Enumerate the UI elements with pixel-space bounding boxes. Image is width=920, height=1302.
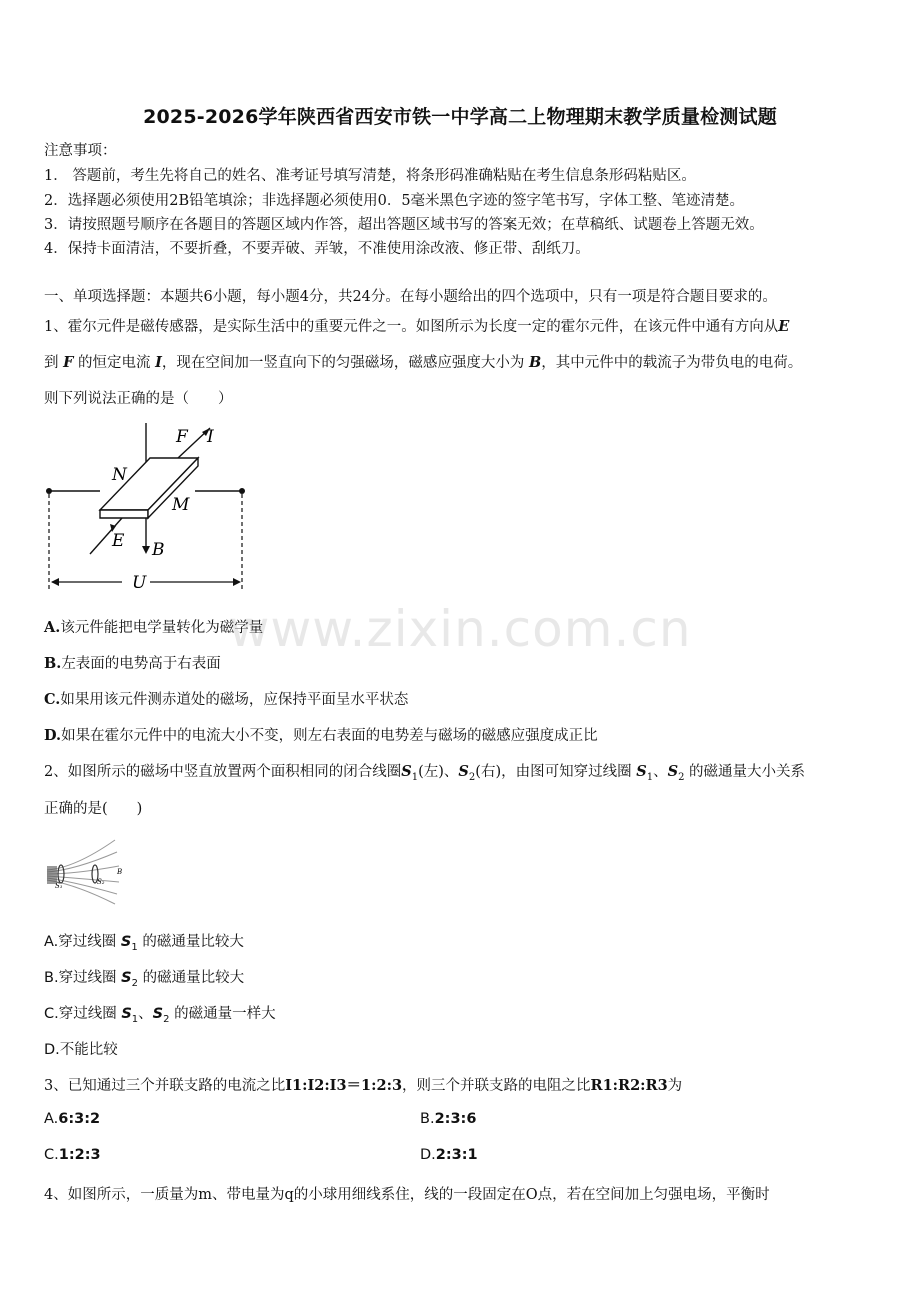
right-terminal: [239, 488, 245, 494]
q2-option-b[interactable]: B.穿过线圈 $S_2$ 的磁通量比较大: [44, 970, 245, 989]
label-b: B: [152, 540, 165, 560]
label-b: B: [117, 868, 123, 876]
u-arrow-left-icon: [51, 578, 59, 586]
q3-option-d[interactable]: D.2:3:1: [420, 1147, 478, 1163]
q1-stem-line-2: 到 F 的恒定电流 I，现在空间加一竖直向下的匀强磁场，磁感应强度大小为 B，其中元件中的载流子为带负电的电荷。: [44, 354, 803, 371]
q1-option-a[interactable]: A.该元件能把电学量转化为磁学量: [44, 619, 264, 636]
label-n: N: [112, 465, 127, 485]
notice-item-3: 3．请按照题号顺序在各题目的答题区域内作答，超出答题区域书写的答案无效；在草稿纸、试题卷上答题无效。: [44, 217, 764, 233]
q1-stem-line-1: 1、霍尔元件是磁传感器，是实际生活中的重要元件之一。如图所示为长度一定的霍尔元件，在该元件中通有方向从E: [44, 318, 790, 335]
notice-item-2: 2．选择题必须使用2B铅笔填涂；非选择题必须使用0．5毫米黑色字迹的签字笔书写，字体工整、笔迹清楚。: [44, 193, 745, 209]
notice-header: 注意事项：: [44, 143, 117, 159]
q1-option-b[interactable]: B.左表面的电势高于右表面: [44, 655, 221, 672]
q2-option-a[interactable]: A.穿过线圈 $S_1$ 的磁通量比较大: [44, 934, 244, 953]
q4-stem: 4、如图所示，一质量为m、带电量为q的小球用细线系住，线的一段固定在O点，若在空间加上匀强电场，平衡时: [44, 1187, 770, 1203]
q2-stem-line-2: 正确的是( ): [44, 801, 143, 817]
notice-item-4: 4．保持卡面清洁，不要折叠，不要弄破、弄皱，不准使用涂改液、修正带、刮纸刀。: [44, 241, 590, 257]
label-u: U: [132, 573, 147, 593]
watermark: www.zixin.com.cn: [228, 600, 692, 658]
label-s2: S₂: [97, 878, 105, 886]
u-arrow-right-icon: [233, 578, 241, 586]
q1-option-d[interactable]: D.如果在霍尔元件中的电流大小不变，则左右表面的电势差与磁场的磁感应强度成正比: [44, 727, 598, 744]
page-title: 2025-2026学年陕西省西安市铁一中学高二上物理期末教学质量检测试题: [143, 106, 777, 128]
label-i: I: [207, 427, 214, 447]
label-f: F: [176, 427, 188, 447]
q3-option-b[interactable]: B.2:3:6: [420, 1111, 477, 1127]
magnetic-flux-figure: [45, 832, 125, 907]
q2-option-c[interactable]: C.穿过线圈 $S_1$、$S_2$ 的磁通量一样大: [44, 1006, 276, 1025]
notice-item-1: 1． 答题前，考生先将自己的姓名、准考证号填写清楚，将条形码准确粘贴在考生信息条形码粘贴区。: [44, 168, 696, 184]
q3-stem: 3、已知通过三个并联支路的电流之比I1:I2:I3＝1:2:3，则三个并联支路的电阻之比R1:R2:R3为: [44, 1077, 683, 1094]
q1-option-c[interactable]: C.如果用该元件测赤道处的磁场，应保持平面呈水平状态: [44, 691, 409, 708]
label-s1: S₁: [55, 882, 63, 890]
q2-stem-line-1: 2、如图所示的磁场中竖直放置两个面积相同的闭合线圈$S_1$(左)、$S_2$(右)，由图可知穿过线圈 $S_1$、$S_2$ 的磁通量大小关系: [44, 763, 806, 783]
q1-stem-line-3: 则下列说法正确的是（ ）: [44, 391, 233, 407]
b-arrow-icon: [142, 546, 150, 554]
hall-slab-front: [100, 510, 148, 518]
label-m: M: [172, 495, 190, 515]
hall-element-figure: [40, 418, 260, 598]
section-heading: 一、单项选择题：本题共6小题，每小题4分，共24分。在每小题给出的四个选项中，只有一项是符合题目要求的。: [44, 289, 777, 305]
q3-option-c[interactable]: C.1:2:3: [44, 1147, 101, 1163]
q2-option-d[interactable]: D.不能比较: [44, 1042, 118, 1058]
q3-option-a[interactable]: A.6:3:2: [44, 1111, 101, 1127]
left-terminal: [46, 488, 52, 494]
label-e: E: [112, 531, 125, 551]
